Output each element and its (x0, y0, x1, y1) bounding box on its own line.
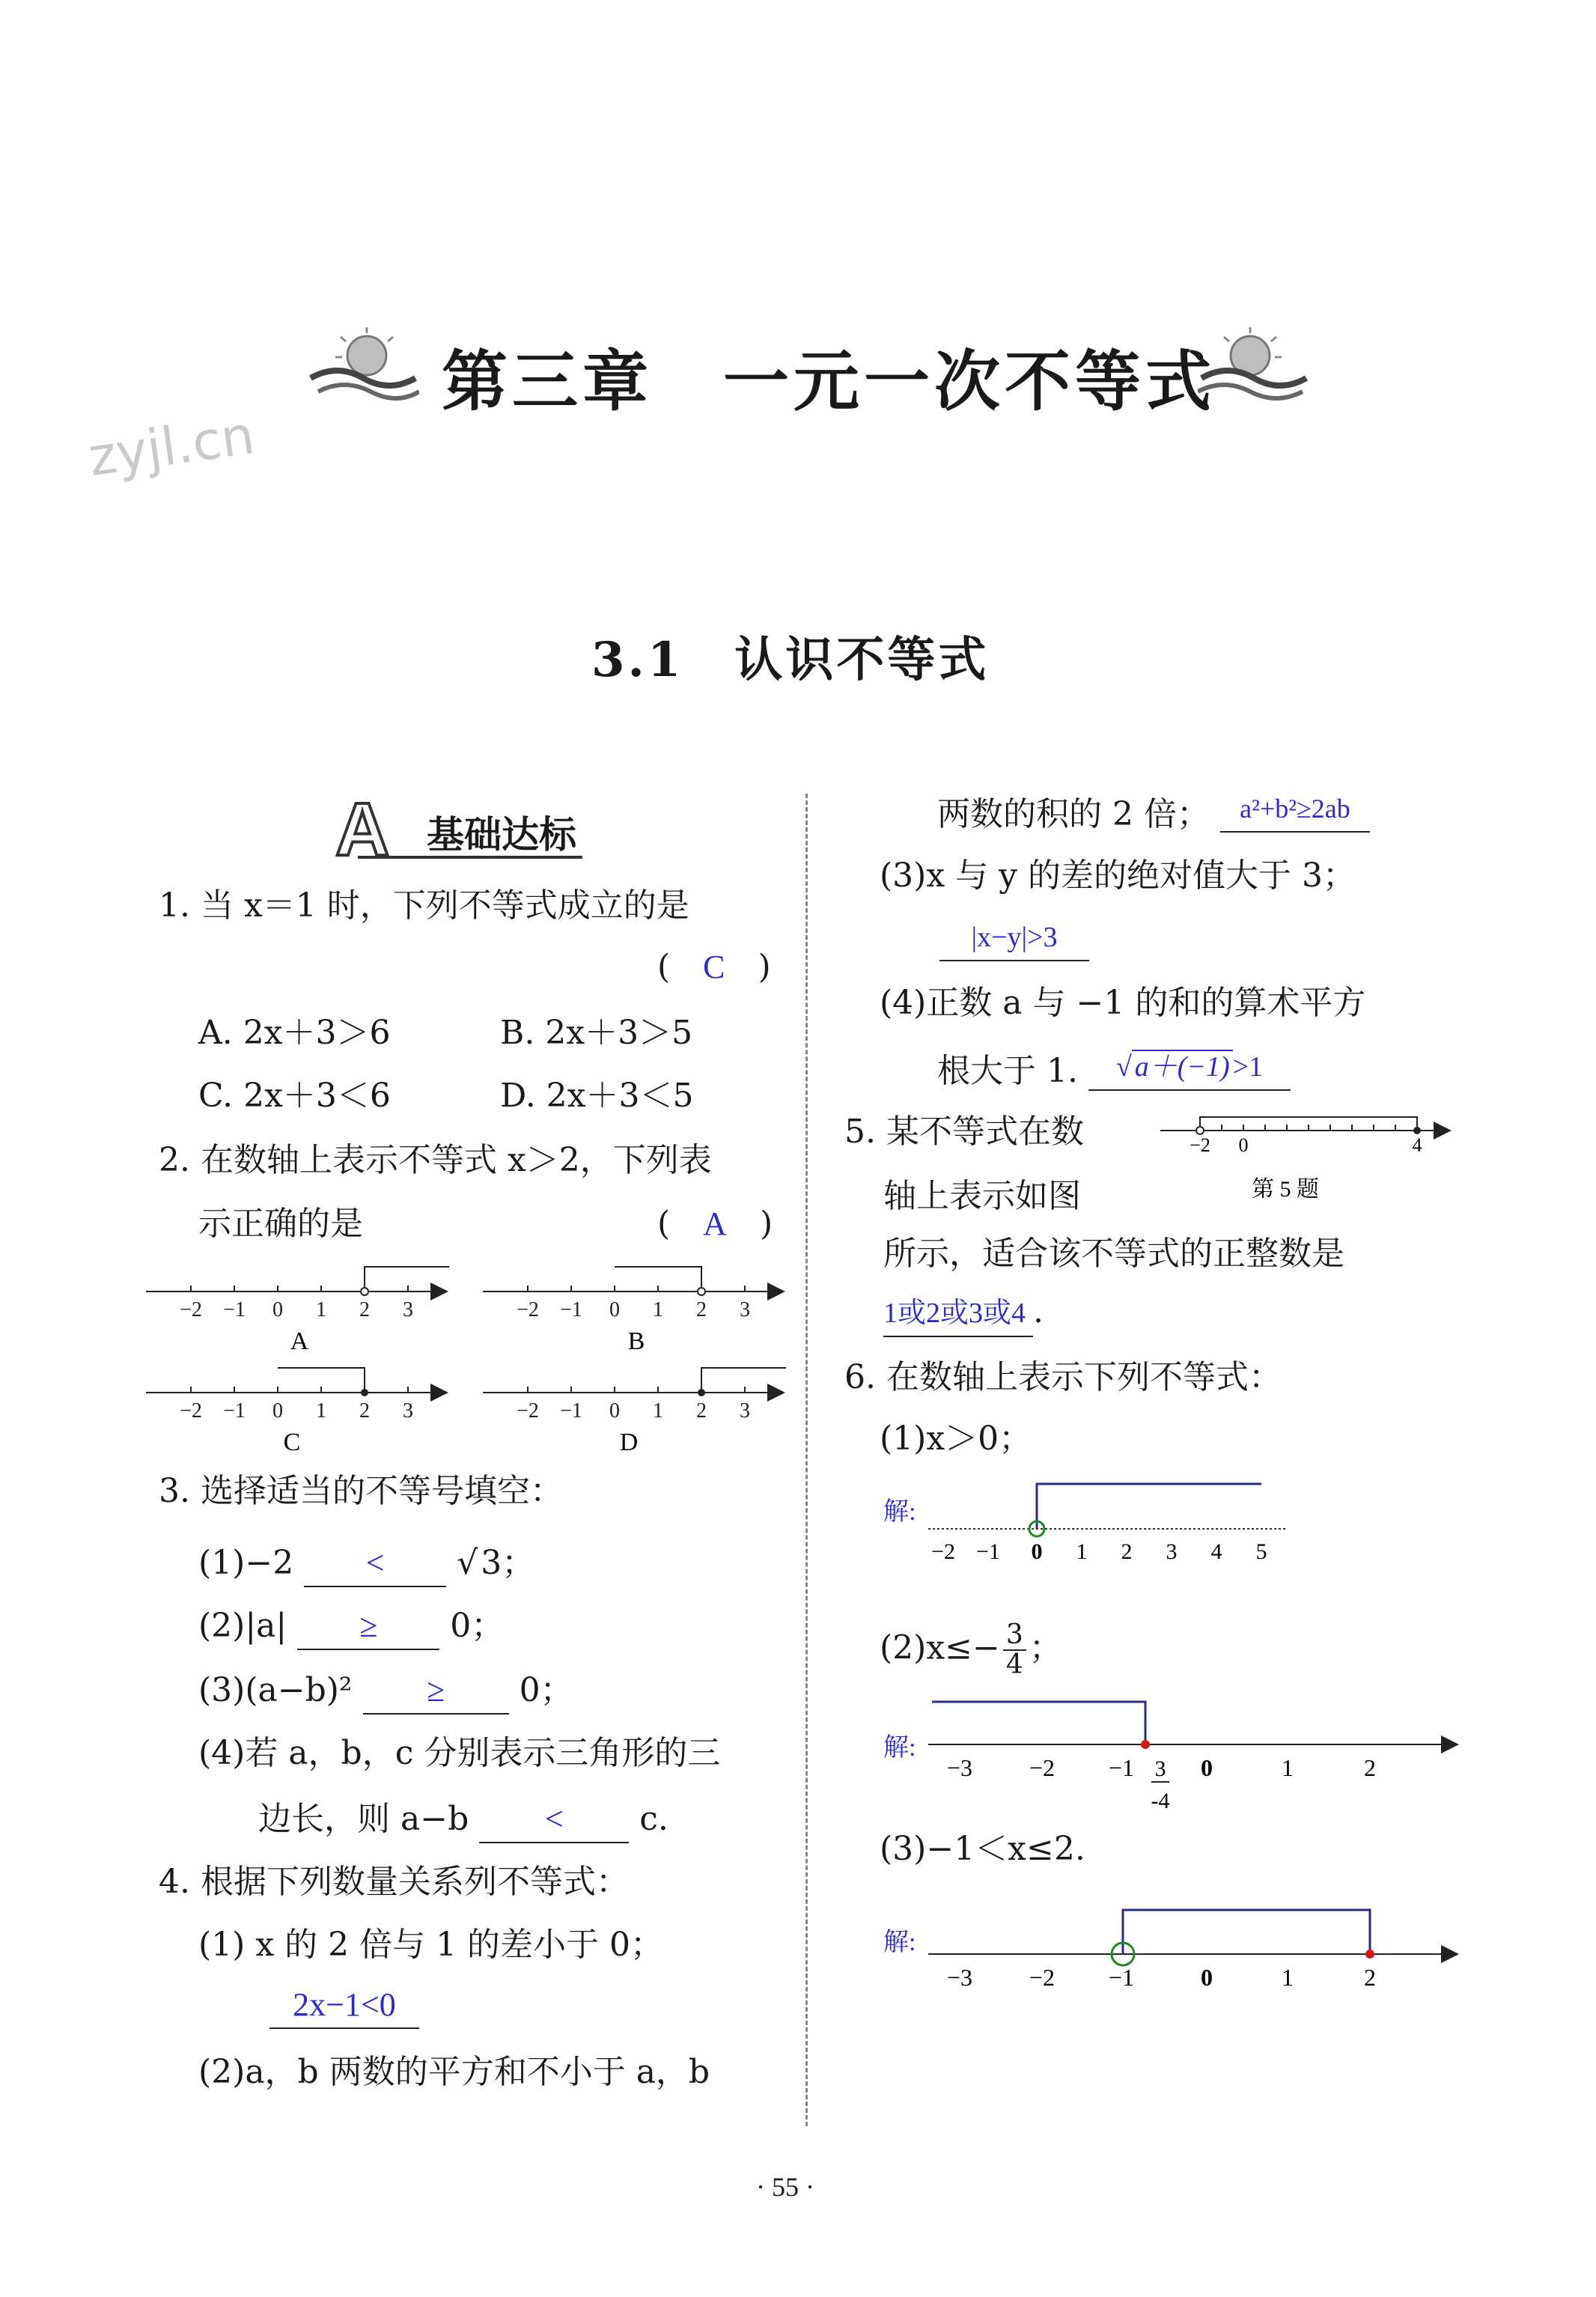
q4-part3: (3)x 与 y 的差的绝对值大于 3； (880, 857, 1356, 895)
q1-answer: C (703, 949, 725, 985)
q2-stem-line2: 示正确的是 (198, 1205, 363, 1243)
q6-p2-num: 3 (1003, 1621, 1026, 1651)
tick-label: 2 (696, 1399, 707, 1423)
q4-p3-answer: |x−y|>3 (939, 915, 1089, 961)
q6-p2-fraction (1003, 1621, 1026, 1679)
q3-p2-answer: ≥ (297, 1604, 439, 1650)
q1-option-d: D. 2x＋3＜5 (500, 1077, 694, 1115)
chapter-title: 第三章 一元一次不等式 (442, 342, 1216, 420)
q3-part4-line1: (4)若 a，b，c 分别表示三角形的三 (198, 1734, 721, 1772)
q3-part4-line2 (258, 1797, 668, 1843)
q4-p2-answer: a²+b²≥2ab (1220, 786, 1370, 833)
section-badge (335, 790, 594, 872)
tick-label: −1 (1108, 1964, 1135, 1991)
q6-sol-label-2: 解: (883, 1734, 916, 1762)
section-title: 3.1 认识不等式 (591, 632, 990, 688)
q2-fig-label-b: B (627, 1327, 645, 1355)
q2-numberline-a (146, 1267, 449, 1355)
tick-label: −2 (931, 1539, 955, 1564)
tick-label: 4 (1210, 1539, 1222, 1564)
tick-label: −1 (223, 1399, 246, 1423)
tick-label: 0 (272, 1399, 283, 1423)
q4-part2-line2 (937, 786, 1370, 837)
q5-line3: 所示，适合该不等式的正整数是 (883, 1235, 1344, 1273)
q4-p4-radicand: a＋(−1) (1132, 1050, 1233, 1083)
tick-label: 0 (1031, 1539, 1043, 1564)
tick-label: 3 (403, 1399, 413, 1423)
q3-p4-answer: < (479, 1797, 629, 1843)
q3-p1-pre: (1)−2 (198, 1544, 294, 1582)
q2-fig-label-c: C (283, 1429, 301, 1456)
tick-label: −1 (560, 1399, 582, 1423)
q3-p3-post: 0； (519, 1671, 573, 1709)
q5-answer: 1或2或3或4 (883, 1291, 1033, 1337)
q1-option-a: A. 2x＋3＞6 (198, 1014, 391, 1052)
tick-label: −2 (1029, 1754, 1056, 1781)
tick-label: −2 (180, 1399, 202, 1423)
q3-p4-pre: 边长，则 a−b (258, 1800, 469, 1838)
tick-label: −1 (223, 1298, 246, 1321)
tick-label: 1 (653, 1399, 663, 1423)
sun-wave-left-icon (307, 326, 419, 408)
sun-wave-right-icon (1198, 326, 1310, 408)
q4-p2-text: 两数的积的 2 倍； (937, 795, 1210, 833)
q3-p2-post: 0； (450, 1607, 505, 1645)
q3-stem: 3. 选择适当的不等号填空： (159, 1472, 563, 1510)
q3-p3-pre: (3)(a−b)² (198, 1671, 353, 1709)
q2-fig-label-d: D (619, 1429, 639, 1456)
column-divider (805, 794, 808, 2126)
q2-numberline-b (483, 1267, 782, 1355)
q6-numberline-3 (883, 1898, 1467, 2003)
q4-part1-answer-line (269, 1983, 419, 2029)
tick-label: −1 (1108, 1754, 1135, 1781)
tick-label: −1 (560, 1298, 582, 1321)
q2-figures (142, 1258, 801, 1460)
tick-label: 1 (1076, 1539, 1088, 1564)
q4-part4-line2 (937, 1044, 1291, 1094)
mark-label-den: -4 (1151, 1789, 1170, 1813)
tick-label: 1 (316, 1399, 326, 1423)
tick-label: 3 (740, 1298, 750, 1321)
q3-part3 (198, 1668, 573, 1715)
tick-label: 0 (1238, 1134, 1249, 1156)
tick-label: 3 (403, 1298, 413, 1321)
q2-numberline-c (146, 1368, 445, 1456)
tick-label: 2 (1364, 1964, 1376, 1991)
q6-part3: (3)−1＜x≤2. (880, 1830, 1085, 1868)
q4-part4-line1: (4)正数 a 与 −1 的和的算术平方 (880, 984, 1366, 1022)
tick-label: 1 (316, 1298, 326, 1321)
q3-part2 (198, 1604, 504, 1650)
tick-label: 0 (1201, 1964, 1213, 1991)
q6-sol-label-3: 解: (883, 1929, 916, 1956)
tick-label: −2 (1190, 1134, 1210, 1156)
q6-p2-den: 4 (1005, 1649, 1023, 1680)
q3-part1 (198, 1541, 537, 1587)
tick-label: −3 (946, 1964, 973, 1991)
tick-label: 0 (609, 1399, 620, 1423)
tick-label: 2 (1364, 1754, 1376, 1781)
q4-p4-text: 根大于 1. (937, 1052, 1078, 1090)
q4-part3-answer-line (939, 913, 1089, 961)
q4-p4-answer: √ a＋(−1) >1 (1088, 1044, 1291, 1091)
mark-label-num: 3 (1154, 1756, 1166, 1781)
page-number: · 55 · (756, 2172, 814, 2202)
q4-part1: (1) x 的 2 倍与 1 的差小于 0； (198, 1926, 664, 1964)
q5-numberline (1157, 1108, 1456, 1205)
tick-label: −1 (976, 1539, 1000, 1564)
q4-p1-answer: 2x−1<0 (269, 1983, 419, 2029)
q3-p1-answer: < (304, 1541, 446, 1587)
tick-label: 1 (1282, 1964, 1294, 1991)
tick-label: 3 (740, 1399, 750, 1423)
q4-p4-tail: >1 (1232, 1051, 1264, 1083)
tick-label: 0 (1201, 1754, 1213, 1781)
tick-label: −2 (1029, 1964, 1056, 1991)
watermark: zyjl.cn (85, 404, 258, 489)
badge-label: 基础达标 (427, 813, 576, 857)
sqrt-symbol: √ (457, 1544, 478, 1582)
tick-label: 0 (609, 1298, 620, 1321)
q2-numberline-d (483, 1368, 786, 1456)
tick-label: −3 (946, 1754, 973, 1781)
q1-option-c: C. 2x＋3＜6 (198, 1077, 391, 1115)
tick-label: 2 (696, 1298, 707, 1321)
q6-stem: 6. 在数轴上表示下列不等式： (844, 1358, 1282, 1396)
q4-part2-line1: (2)a，b 两数的平方和不小于 a，b (198, 2053, 710, 2091)
tick-label: −2 (517, 1399, 539, 1423)
q1-stem: 1. 当 x＝1 时，下列不等式成立的是 (159, 886, 689, 925)
q5-fig-label: 第 5 题 (1252, 1177, 1319, 1202)
q2-answer: A (703, 1205, 727, 1242)
q5-line2: 轴上表示如图 (883, 1177, 1081, 1215)
q3-p1-post: 3； (481, 1544, 535, 1582)
q6-part1: (1)x＞0； (880, 1420, 1032, 1458)
q6-p2-semicolon: ； (1029, 1628, 1062, 1667)
q1-answer-bracket: ( C ) (657, 948, 771, 986)
q6-numberline-2 (883, 1692, 1467, 1827)
tick-label: 2 (359, 1298, 370, 1321)
q1-option-b: B. 2x＋3＞5 (500, 1014, 693, 1052)
q2-answer-bracket: ( A ) (657, 1205, 773, 1243)
q6-part2 (880, 1621, 1062, 1679)
q5-answer-line: 1或2或3或4 . (883, 1289, 1044, 1337)
q6-p2-pre: (2)x≤− (880, 1628, 1000, 1667)
tick-label: 1 (653, 1298, 663, 1321)
tick-label: −2 (180, 1298, 202, 1321)
q4-stem: 4. 根据下列数量关系列不等式： (159, 1863, 629, 1901)
tick-label: 2 (359, 1399, 370, 1423)
q2-fig-label-a: A (290, 1327, 309, 1355)
tick-label: 2 (1121, 1539, 1133, 1564)
q6-sol-label-1: 解: (883, 1498, 916, 1526)
q2-stem-line1: 2. 在数轴上表示不等式 x＞2，下列表 (159, 1141, 712, 1179)
badge-letter: A (335, 788, 390, 871)
tick-label: −2 (517, 1298, 539, 1321)
tick-label: 5 (1255, 1539, 1267, 1564)
tick-label: 4 (1412, 1134, 1422, 1156)
q3-p4-post: c. (639, 1800, 668, 1838)
q3-p3-answer: ≥ (363, 1668, 509, 1715)
q5-line1: 5. 某不等式在数 (844, 1113, 1084, 1151)
q3-p2-pre: (2)|a| (198, 1607, 287, 1645)
tick-label: 1 (1282, 1754, 1294, 1781)
q6-numberline-1 (883, 1475, 1303, 1572)
tick-label: 0 (272, 1298, 283, 1321)
tick-label: 3 (1166, 1539, 1178, 1564)
